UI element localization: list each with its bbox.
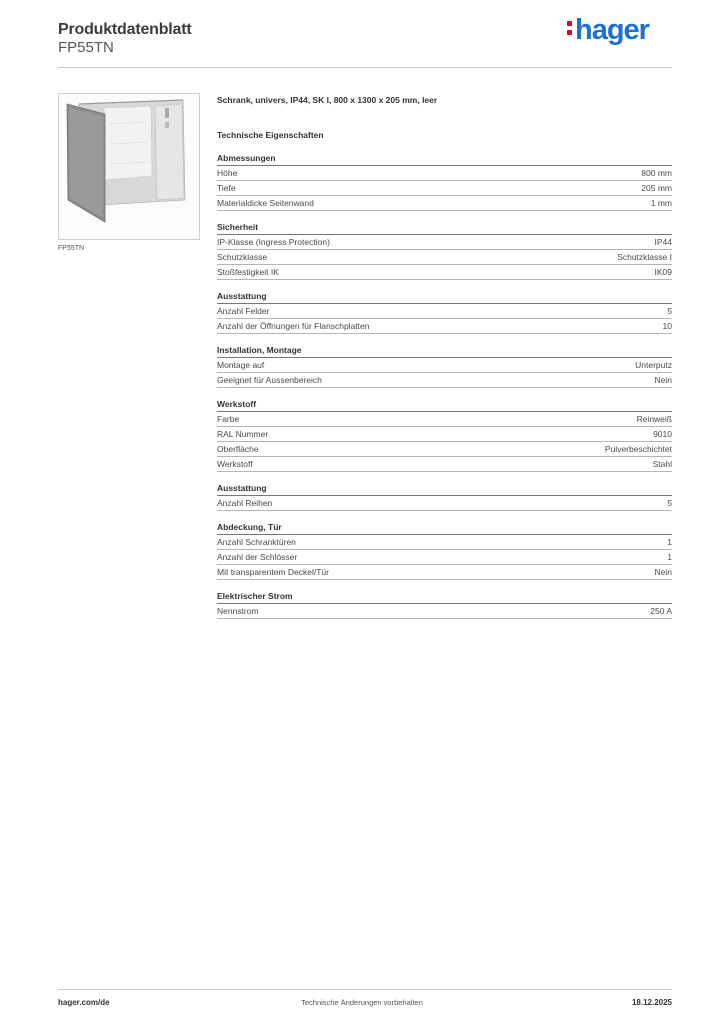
spec-value: Unterputz: [635, 360, 672, 370]
spec-group: [217, 522, 672, 580]
spec-group: [217, 291, 672, 334]
header-divider: [58, 67, 672, 68]
footer-note: Technische Änderungen vorbehalten: [301, 998, 423, 1007]
spec-group: [217, 399, 672, 472]
spec-row: [217, 550, 672, 565]
spec-row: [217, 358, 672, 373]
spec-label: Anzahl der Schlösser: [217, 552, 298, 562]
spec-value: Reinweiß: [636, 414, 672, 424]
spec-label: Werkstoff: [217, 459, 253, 469]
spec-label: Oberfläche: [217, 444, 259, 454]
spec-label: Nennstrom: [217, 606, 259, 616]
spec-label: Montage auf: [217, 360, 265, 370]
spec-value: Nein: [654, 375, 672, 385]
spec-row: [217, 604, 672, 619]
spec-row: [217, 166, 672, 181]
spec-label: Geeignet für Aussenbereich: [217, 375, 322, 385]
spec-value: 9010: [653, 429, 672, 439]
spec-value: 1: [667, 552, 672, 562]
spec-label: Höhe: [217, 168, 238, 178]
spec-group: [217, 222, 672, 280]
spec-label: RAL Nummer: [217, 429, 269, 439]
spec-value: 10: [662, 321, 672, 331]
group-title: Sicherheit: [217, 222, 672, 235]
spec-label: Mit transparentem Deckel/Tür: [217, 567, 329, 577]
image-caption: FP55TN: [58, 245, 85, 252]
spec-label: Anzahl der Öffnungen für Flanschplatten: [217, 321, 370, 331]
spec-value: 205 mm: [641, 183, 672, 193]
spec-value: Stahl: [652, 459, 672, 469]
spec-value: 5: [667, 498, 672, 508]
spec-group: [217, 345, 672, 388]
footer-date: 18.12.2025: [631, 998, 672, 1007]
product-description: Schrank, univers, IP44, SK I, 800 x 1300 x 205 mm, leer: [217, 95, 438, 105]
spec-row: [217, 181, 672, 196]
spec-row: [217, 265, 672, 280]
spec-value: 1: [667, 537, 672, 547]
spec-row: [217, 565, 672, 580]
spec-row: [217, 412, 672, 427]
group-title: Ausstattung: [217, 483, 672, 496]
spec-value: 1 mm: [650, 198, 672, 208]
spec-label: Farbe: [217, 414, 240, 424]
spec-label: Anzahl Schranktüren: [217, 537, 296, 547]
spec-value: IK09: [654, 267, 672, 277]
spec-row: [217, 442, 672, 457]
spec-value: Schutzklasse I: [617, 252, 672, 262]
spec-groups: [217, 153, 672, 619]
spec-label: Stoßfestigkeit IK: [217, 267, 279, 277]
spec-value: 250 A: [650, 606, 672, 616]
spec-group: [217, 153, 672, 211]
group-title: Ausstattung: [217, 291, 672, 304]
product-image: [58, 93, 200, 240]
spec-label: Tiefe: [217, 183, 236, 193]
logo-dots-icon: [567, 21, 573, 39]
spec-value: 800 mm: [641, 168, 672, 178]
product-code: FP55TN: [58, 39, 114, 56]
spec-row: [217, 427, 672, 442]
spec-value: Nein: [654, 567, 672, 577]
logo-text: hager: [575, 14, 649, 46]
spec-label: Anzahl Reihen: [217, 498, 273, 508]
spec-row: [217, 304, 672, 319]
spec-group: [217, 591, 672, 619]
footer-divider: [58, 989, 672, 990]
spec-row: [217, 496, 672, 511]
spec-label: Anzahl Felder: [217, 306, 270, 316]
spec-row: [217, 196, 672, 211]
footer-website[interactable]: hager.com/de: [58, 998, 110, 1007]
spec-value: Pulverbeschichtet: [604, 444, 672, 454]
spec-row: [217, 373, 672, 388]
spec-label: IP-Klasse (Ingress Protection): [217, 237, 330, 247]
spec-group: [217, 483, 672, 511]
group-title: Werkstoff: [217, 399, 672, 412]
hager-logo: [567, 14, 649, 47]
spec-content: [217, 95, 672, 619]
section-heading: Technische Eigenschaften: [217, 130, 324, 140]
group-title: Abdeckung, Tür: [217, 522, 672, 535]
spec-value: 5: [667, 306, 672, 316]
spec-row: [217, 535, 672, 550]
spec-label: Materialdicke Seitenwand: [217, 198, 314, 208]
spec-value: IP44: [654, 237, 672, 247]
cabinet-image-icon: [59, 94, 199, 239]
spec-row: [217, 250, 672, 265]
page-title: Produktdatenblatt: [58, 21, 192, 38]
group-title: Abmessungen: [217, 153, 672, 166]
spec-row: [217, 235, 672, 250]
spec-row: [217, 457, 672, 472]
spec-label: Schutzklasse: [217, 252, 268, 262]
group-title: Installation, Montage: [217, 345, 672, 358]
group-title: Elektrischer Strom: [217, 591, 672, 604]
spec-row: [217, 319, 672, 334]
